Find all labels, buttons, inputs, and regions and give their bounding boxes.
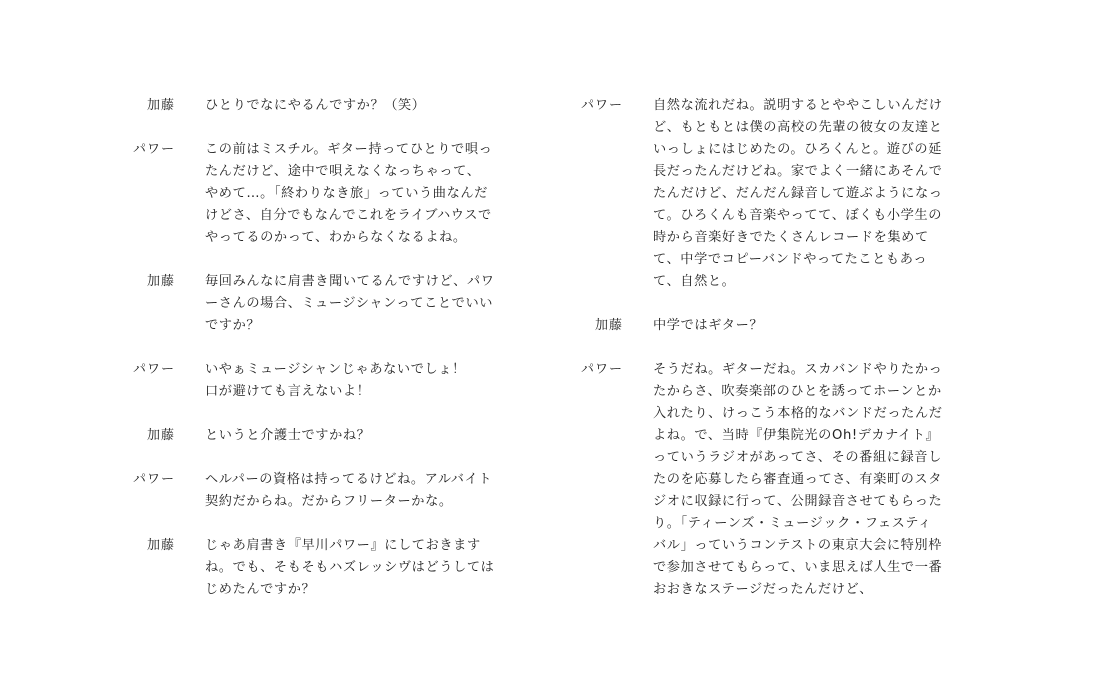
dialogue-line: 入れたり、けっこう本格的なバンドだったんだ xyxy=(653,406,943,421)
dialogue-line: いっしょにはじめたの。ひろくんと。遊びの延 xyxy=(653,142,943,157)
dialogue-line: たからさ、吹奏楽部のひとを誘ってホーンとか xyxy=(653,384,942,399)
dialogue-line: て。ひろくんも音楽やってて、ぼくも小学生の xyxy=(653,208,943,223)
speaker-name: パワー xyxy=(580,362,623,377)
dialogue-text xyxy=(205,95,511,117)
dialogue-text xyxy=(205,271,511,337)
dialogue-line: たんだけど、途中で唄えなくなっちゃって、 xyxy=(205,164,481,179)
dialogue-entry xyxy=(576,315,976,337)
speaker-name: パワー xyxy=(580,98,623,113)
dialogue-line: いやぁミュージシャンじゃあないでしょ！ xyxy=(205,362,466,377)
dialogue-line: そうだね。ギターだね。スカバンドやりたかっ xyxy=(653,362,943,377)
dialogue-line: ね。でも、そもそもハズレッシヴはどうしては xyxy=(205,560,495,575)
dialogue-text xyxy=(653,359,959,601)
dialogue-entry xyxy=(128,425,528,447)
dialogue-entry xyxy=(576,359,976,601)
dialogue-line: よね。で、当時『伊集院光のOh!デカナイト』 xyxy=(653,428,940,443)
dialogue-line: この前はミスチル。ギター持ってひとりで唄っ xyxy=(205,142,493,157)
dialogue-text xyxy=(205,139,511,249)
dialogue-line: ヘルパーの資格は持ってるけどね。アルバイト xyxy=(205,472,493,487)
dialogue-text xyxy=(653,95,959,293)
dialogue-line: 長だったんだけどね。家でよく一緒にあそんで xyxy=(653,164,943,179)
dialogue-line: バル」っていうコンテストの東京大会に特別枠 xyxy=(653,538,943,553)
dialogue-text xyxy=(205,535,511,601)
speaker-name: 加藤 xyxy=(146,98,175,113)
speaker-name: 加藤 xyxy=(146,428,175,443)
dialogue-line: 中学ではギター？ xyxy=(653,318,764,333)
dialogue-line: たのを応募したら審査通ってさ、有楽町のスタ xyxy=(653,472,943,487)
dialogue-line: 自然な流れだね。説明するとややこしいんだけ xyxy=(653,98,943,113)
speaker-name: パワー xyxy=(132,362,175,377)
dialogue-line: て、中学でコピーバンドやってたこともあっ xyxy=(653,252,928,267)
dialogue-line: おおきなステージだったんだけど、 xyxy=(653,582,874,597)
dialogue-line: たんだけど、だんだん録音して遊ぶようになっ xyxy=(653,186,943,201)
dialogue-line: じめたんですか？ xyxy=(205,582,316,597)
right-column xyxy=(576,95,976,601)
dialogue-entry xyxy=(128,271,528,337)
speaker-name: 加藤 xyxy=(146,274,175,289)
dialogue-line: ひとりでなにやるんですか？（笑） xyxy=(205,98,426,113)
dialogue-entry xyxy=(576,95,976,293)
dialogue-entry xyxy=(128,139,528,249)
dialogue-entry xyxy=(128,469,528,513)
dialogue-line: やめて…。「終わりなき旅」っていう曲なんだ xyxy=(205,186,488,201)
speaker-name: 加藤 xyxy=(146,538,175,553)
dialogue-line: っていうラジオがあってさ、その番組に録音し xyxy=(653,450,942,465)
dialogue-text xyxy=(653,315,959,337)
dialogue-line: 口が避けても言えないよ！ xyxy=(205,384,371,399)
dialogue-line: ジオに収録に行って、公開録音させてもらった xyxy=(653,494,943,509)
dialogue-entry xyxy=(128,95,528,117)
dialogue-text xyxy=(205,469,511,513)
speaker-name: パワー xyxy=(132,472,175,487)
dialogue-line: じゃあ肩書き『早川パワー』にしておきます xyxy=(205,538,481,553)
speaker-name: 加藤 xyxy=(594,318,623,333)
dialogue-text xyxy=(205,359,511,403)
dialogue-text xyxy=(205,425,511,447)
dialogue-line: 契約だからね。だからフリーターかな。 xyxy=(205,494,453,509)
dialogue-line: ーさんの場合、ミュージシャンってことでいい xyxy=(205,296,494,311)
dialogue-line: り。「ティーンズ・ミュージック・フェスティ xyxy=(653,516,932,531)
left-column xyxy=(128,95,528,601)
dialogue-line: 時から音楽好きでたくさんレコードを集めて xyxy=(653,230,929,245)
dialogue-entry xyxy=(128,535,528,601)
dialogue-entry xyxy=(128,359,528,403)
speaker-name: パワー xyxy=(132,142,175,157)
dialogue-line: 毎回みんなに肩書き聞いてるんですけど、パワ xyxy=(205,274,495,289)
dialogue-line: て、自然と。 xyxy=(653,274,736,289)
dialogue-line: というと介護士ですかね？ xyxy=(205,428,371,443)
dialogue-line: ですか？ xyxy=(205,318,261,333)
dialogue-line: けどさ、自分でもなんでこれをライブハウスで xyxy=(205,208,492,223)
dialogue-line: やってるのかって、わからなくなるよね。 xyxy=(205,230,467,245)
dialogue-line: ど、もともとは僕の高校の先輩の彼女の友達と xyxy=(653,120,943,135)
dialogue-line: で参加させてもらって、いま思えば人生で一番 xyxy=(653,560,943,575)
